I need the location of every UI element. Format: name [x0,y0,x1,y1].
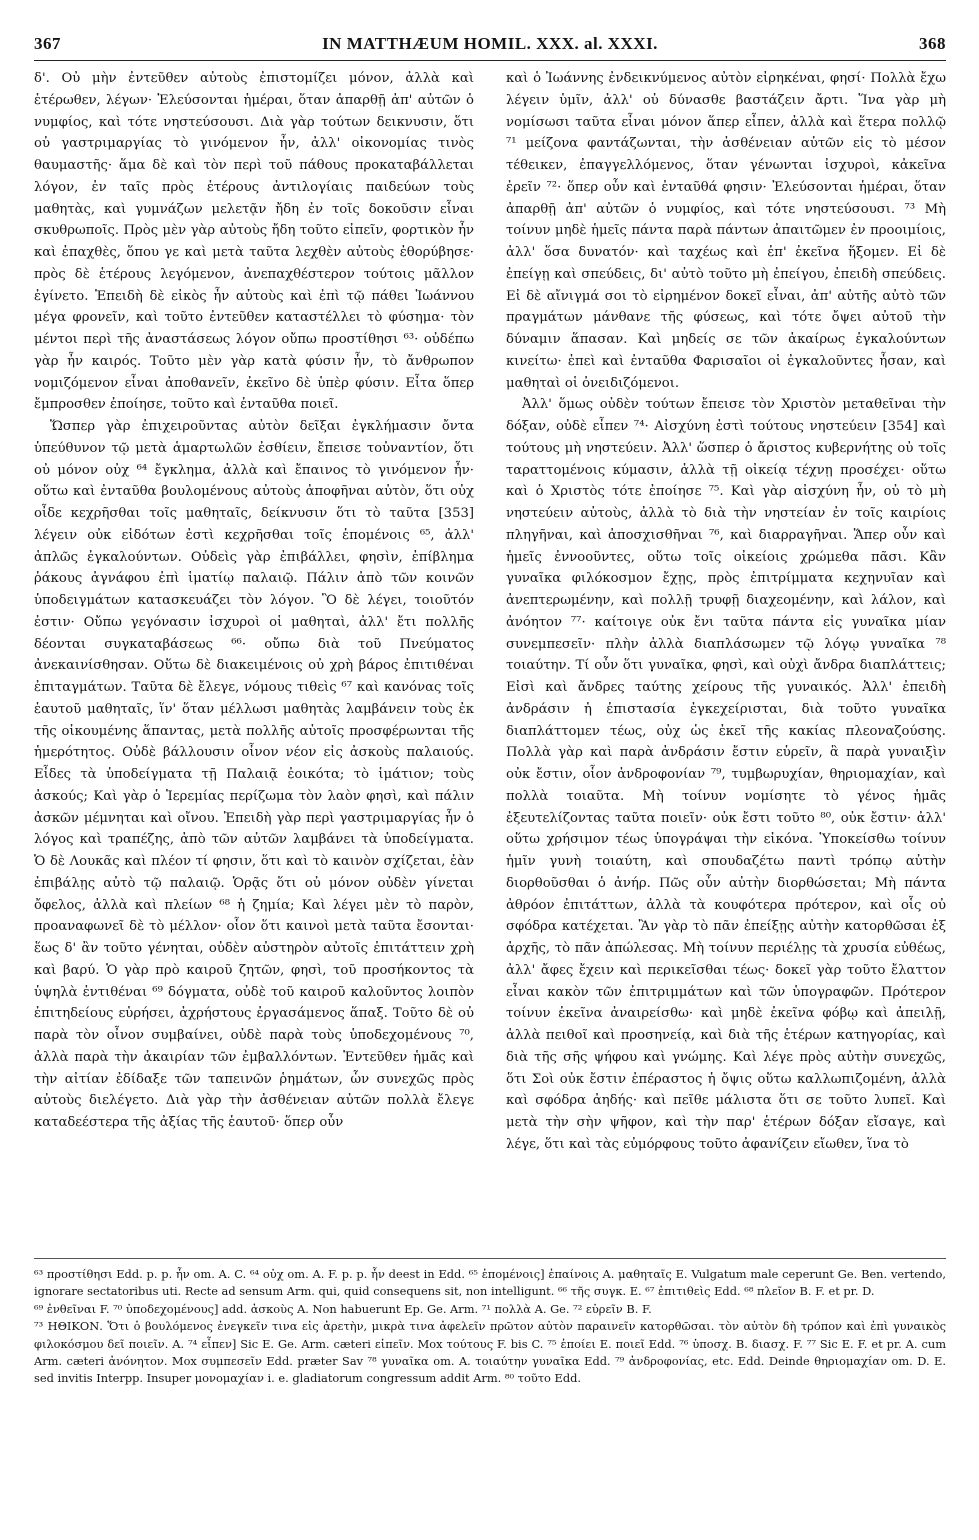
left-column [34,68,474,1254]
footnote-block: ⁷³ ΗΘΙΚΟΝ. Ὅτι ὁ βουλόμενος ἐνεγκεῖν τινα εἰς ἀρετὴν, μικρὰ τινα ἀφελεῖν πρῶτον αὐτὸν παραινεῖν κατορθῶσαι. τὸν αὐτὸν δὴ τρόπον καὶ ἐπὶ γυναικὸς φιλοκόσμου δεῖ ποιεῖν. A. ⁷⁴ εἶπεν] Sic E. Ge. Arm. cæteri εἰπεῖν. Mox τούτους F. bis C. ⁷⁵ ἐποίει E. ποιεῖ Edd. ⁷⁶ ὑποσχ. B. διασχ. F. ⁷⁷ Sic E. F. et pr. A. cum Arm. cæteri ἀνόνητον. Mox συμπεσεῖν Edd. præter Sav ⁷⁸ γυναῖκα om. A. τοιαύτην γυναῖκα Edd. ⁷⁹ ἀνδροφονίας, etc. Edd. Deinde θηριομαχίαν om. D. E. sed invitis Interpp. Insuper μονομαχίαν i. e. gladiatorum congressum addit Arm. ⁸⁰ τοῦτο Edd. [34,1319,946,1386]
running-title: IN MATTHÆUM HOMIL. XXX. al. XXXI. [322,34,658,53]
paragraph: δ'. Οὐ μὴν ἐντεῦθεν αὐτοὺς ἐπιστομίζει μόνον, ἀλλὰ καὶ ἑτέρωθεν, λέγων· Ἐλεύσονται ἡμέραι, ὅταν ἀπαρθῇ ἀπ' αὐτῶν ὁ νυμφίος, καὶ τότε νηστεύσουσι. Διὰ γὰρ τούτων δεικνυσιν, ὅτι οὐ γαστριμαργίας τὸ γινόμενον ἦν, ἀλλ' οἰκονομίας τινὸς θαυμαστῆς· ἅμα δὲ καὶ τὸν περὶ τοῦ πάθους προκαταβάλλεται λόγον, ἐν ταῖς πρὸς ἑτέρους ἀντιλογίαις παιδεύων τοὺς μαθητὰς, καὶ γυμνάζων μελετᾷν ἤδη ἐν τοῖς δοκοῦσιν εἶναι σκυθρωποῖς. Πρὸς μὲν γὰρ αὐτοὺς ἤδη τοῦτο εἰπεῖν, φορτικὸν ἦν καὶ ἐπαχθὲς, ὅπου γε καὶ μετὰ ταῦτα λεχθὲν αὐτοὺς ἐθορύβησε· πρὸς δὲ ἑτέρους λεγόμενον, ἀνεπαχθέστερον τούτοις μᾶλλον ἐγίνετο. Ἐπειδὴ δὲ εἰκὸς ἦν αὐτοὺς καὶ ἐπὶ τῷ πάθει Ἰωάννου μέγα φρονεῖν, καὶ τοῦτο ἐντεῦθεν καταστέλλει τὸ φύσημα· τὸν μέντοι περὶ τῆς ἀναστάσεως λόγον οὔπω προστίθησι ⁶³· οὐδέπω γὰρ ἦν καιρός. Τοῦτο μὲν γὰρ κατὰ φύσιν ἦν, τὸ ἄνθρωπον νομιζόμενον εἶναι ἀποθανεῖν, ἐκεῖνο δὲ ὑπὲρ φύσιν. Εἶτα ὅπερ ἔμπροσθεν ἐποίησε, τοῦτο καὶ ἐνταῦθα ποιεῖ. [34,71,474,413]
footnotes [34,1266,946,1510]
footnotes-rule [34,1258,946,1259]
book-page [34,34,946,1514]
left-page-number: 367 [34,34,61,53]
right-column [506,68,946,1254]
right-page-number: 368 [919,34,946,53]
paragraph: Ἀλλ' ὅμως οὐδὲν τούτων ἔπεισε τὸν Χριστὸν μεταθεῖναι τὴν δόξαν, οὐδὲ εἶπεν ⁷⁴· Αἰσχύνη ἐστὶ τούτους νηστεύειν [354] καὶ τούτους μὴ νηστεύειν. Ἀλλ' ὥσπερ ὁ ἄριστος κυβερνήτης οὐ τοῖς ταραττομένοις κύμασιν, ἀλλὰ τῇ οἰκείᾳ τέχνῃ προσέχει· οὕτω καὶ ὁ Χριστὸς τότε ἐποίησε ⁷⁵. Καὶ γὰρ αἰσχύνη ἦν, οὐ τὸ μὴ νηστεύειν αὐτοὺς, ἀλλὰ τὸ διὰ τὴν νηστείαν ἐν τοῖς καιρίοις πληγῆναι, καὶ ἀποσχισθῆναι ⁷⁶, καὶ διαρραγῆναι. Ἅπερ οὖν καὶ ἡμεῖς ἐννοοῦντες, οὕτω τοῖς οἰκείοις χρώμεθα πᾶσι. Κἂν γυναῖκα φιλόκοσμον ἔχῃς, πρὸς ἐπιτρίμματα κεχηνυῖαν καὶ ἀνεπτερωμένην, καὶ πολλῇ τρυφῇ διαχεομένην, καὶ λάλον, καὶ ἀνόητον ⁷⁷· καίτοιγε οὐκ ἔνι ταῦτα πάντα εἰς γυναῖκα μίαν συνεμπεσεῖν· πλὴν ἀλλὰ διαπλάσωμεν τῷ λόγῳ γυναῖκα ⁷⁸ τοιαύτην. Τί οὖν ὅτι γυναῖκα, φησὶ, καὶ οὐχὶ ἄνδρα διαπλάττεις; Εἰσὶ καὶ ἄνδρες ταύτης χείρους τῆς γυναικός. Ἀλλ' ἐπειδὴ ἀνδράσιν ἡ ἐπιστασία ἐγκεχείρισται, διὰ τοῦτο γυναῖκα διαπλάττομεν τέως, οὐχ ὡς ἐκεῖ τῆς κακίας πλεοναζούσης. Πολλὰ γὰρ καὶ παρὰ ἀνδράσιν ἔστιν εὑρεῖν, ἃ παρὰ γυναιξὶν οὐκ ἔστιν, οἷον ἀνδροφονίαν ⁷⁹, τυμβωρυχίαν, θηριομαχίαν, καὶ πολλὰ τοιαῦτα. Μὴ τοίνυν νομίσητε τὸ γένος ἡμᾶς ἐξευτελίζοντας ταῦτα ποιεῖν· οὐκ ἔστι τοῦτο ⁸⁰, οὐκ ἔστιν· ἀλλ' οὕτω χρήσιμον τέως ὑπογράψαι τὴν εἰκόνα. Ὑποκείσθω τοίνυν ἡμῖν γυνὴ τοιαύτη, καὶ σπουδαζέτω παντὶ τρόπῳ αὐτὴν διορθοῦσθαι ὁ ἀνήρ. Πῶς οὖν αὐτὴν διορθώσεται; Μὴ πάντα ἀθρόον ἐπιτάττων, ἀλλὰ τὰ κουφότερα πρότερον, καὶ οἷς οὐ σφόδρα κατέχεται. Ἂν γὰρ τὸ πᾶν ἐπείξῃς αὐτὴν κατορθῶσαι ἐξ ἀρχῆς, τὸ πᾶν ἀπώλεσας. Μὴ τοίνυν περιέλῃς τὰ χρυσία εὐθέως, ἀλλ' ἄφες ἔχειν καὶ περικεῖσθαι τέως· δοκεῖ γὰρ τοῦτο ἔλαττον εἶναι κακὸν τῶν ἐπιτριμμάτων καὶ τῶν ὑπογραφῶν. Πρότερον τοίνυν ἐκεῖνα ἀναιρείσθω· καὶ μηδὲ ἐκεῖνα φόβῳ καὶ ἀπειλῇ, ἀλλὰ πειθοῖ καὶ προσηνείᾳ, καὶ διὰ τῆς ἑτέρων κατηγορίας, καὶ διὰ τῆς σῆς ψήφου καὶ γνώμης. Καὶ λέγε πρὸς αὐτὴν συνεχῶς, ὅτι Σοὶ οὐκ ἔστιν ἐπέραστος ἡ ὄψις οὕτω καλλωπιζομένη, ἀλλὰ καὶ σφόδρα ἀηδής· καὶ πεῖθε μάλιστα ὅτι σε τοῦτο λυπεῖ. Καὶ μετὰ τὴν σὴν ψῆφον, καὶ τὴν παρ' ἑτέρων δόξαν εἴσαγε, καὶ λέγε, ὅτι καὶ τὰς εὐμόρφους τοῦτο ἀφανίζειν εἴωθεν, ἵνα τὸ [506,397,946,1152]
paragraph: Ὥσπερ γὰρ ἐπιχειροῦντας αὐτὸν δεῖξαι ἐγκλήμασιν ὄντα ὑπεύθυνον τῷ μετὰ ἁμαρτωλῶν ἐσθίειν, ἔπεισε τοὐναντίον, ὅτι οὐ μόνον οὐχ ⁶⁴ ἔγκλημα, ἀλλὰ καὶ ἔπαινος τὸ γινόμενον ἦν· οὕτω καὶ ἐνταῦθα βουλομένους αὐτοὺς ἀποφῆναι αὐτὸν, ὅτι οὐχ οἶδε κεχρῆσθαι τοῖς μαθηταῖς, δείκνυσιν ὅτι τὸ ταῦτα [353] λέγειν οὐκ εἰδότων ἐστὶ κεχρῆσθαι τοῖς ἑπομένοις ⁶⁵, ἀλλ' ἁπλῶς ἐγκαλούντων. Οὐδεὶς γὰρ ἐπιβάλλει, φησὶν, ἐπίβλημα ῥάκους ἀγνάφου ἐπὶ ἱματίῳ παλαιῷ. Πάλιν ἀπὸ τῶν κοινῶν ὑποδειγμάτων κατασκευάζει τὸν λόγον. Ὃ δὲ λέγει, τοιοῦτόν ἐστιν· Οὔπω γεγόνασιν ἰσχυροὶ οἱ μαθηταὶ, ἀλλ' ἔτι πολλῆς δέονται συγκαταβάσεως ⁶⁶· οὔπω διὰ τοῦ Πνεύματος ἀνεκαινίσθησαν. Οὕτω δὲ διακειμένοις οὐ χρὴ βάρος ἐπιτιθέναι ἐπιταγμάτων. Ταῦτα δὲ ἔλεγε, νόμους τιθεὶς ⁶⁷ καὶ κανόνας τοῖς ἑαυτοῦ μαθηταῖς, ἵν' ὅταν μέλλωσι μαθητὰς λαμβάνειν τοὺς ἐκ τῆς οἰκουμένης ἅπαντας, μετὰ πολλῆς αὐτοῖς προσφέρωνται τῆς ἡμερότητος. Οὐδὲ βάλλουσιν οἶνον νέον εἰς ἀσκοὺς παλαιούς. Εἶδες τὰ ὑποδείγματα τῇ Παλαιᾷ ἐοικότα; τὸ ἱμάτιον; τοὺς ἀσκούς; Καὶ γὰρ ὁ Ἱερεμίας περίζωμα τὸν λαὸν φησὶ, καὶ πάλιν ἀσκῶν μέμνηται καὶ οἴνου. Ἐπειδὴ γὰρ περὶ γαστριμαργίας ἦν ὁ λόγος καὶ τραπέζης, ἀπὸ τῶν αὐτῶν λαμβάνει τὰ ὑποδείγματα. Ὁ δὲ Λουκᾶς καὶ πλέον τί φησιν, ὅτι καὶ τὸ καινὸν σχίζεται, ἐὰν ἐπιβάλῃς αὐτὸ τῷ παλαιῷ. Ὁρᾷς ὅτι οὐ μόνον οὐδὲν γίνεται ὄφελος, ἀλλὰ καὶ πλείων ⁶⁸ ἡ ζημία; Καὶ λέγει μὲν τὸ παρὸν, προαναφωνεῖ δὲ τὸ μέλλον· οἷον ὅτι καινοὶ μετὰ ταῦτα ἔσονται· ἕως δ' ἂν τοῦτο γένηται, οὐδὲν αὐστηρὸν αὐτοῖς ἐπιτάττειν χρὴ καὶ βαρύ. Ὁ γὰρ πρὸ καιροῦ ζητῶν, φησὶ, τοῦ προσήκοντος τὰ ὑψηλὰ ἐντιθέναι ⁶⁹ δόγματα, οὐδὲ τοῦ καιροῦ καλοῦντος λοιπὸν ἐπιτηδείους εὑρήσει, ἀχρήστους ἐργασάμενος ἅπαξ. Τοῦτο δὲ οὐ παρὰ τὸν οἶνον συμβαίνει, οὐδὲ παρὰ τοὺς ὑποδεχομένους ⁷⁰, ἀλλὰ παρὰ τὴν ἀκαιρίαν τῶν ἐμβαλλόντων. Ἐντεῦθεν ἡμᾶς καὶ τὴν αἰτίαν ἐδίδαξε τῶν ταπεινῶν ῥημάτων, ὧν συνεχῶς πρὸς αὐτοὺς διελέγετο. Διὰ γὰρ τὴν ἀσθένειαν αὐτῶν πολλὰ ἔλεγε καταδεέστερα τῆς ἀξίας τῆς ἑαυτοῦ· ὅπερ οὖν [34,419,474,1130]
paragraph: καὶ ὁ Ἰωάννης ἐνδεικνύμενος αὐτὸν εἰρηκέναι, φησί· Πολλὰ ἔχω λέγειν ὑμῖν, ἀλλ' οὐ δύνασθε βαστάζειν ἄρτι. Ἵνα γὰρ μὴ νομίσωσι ταῦτα εἶναι μόνον ἅπερ εἶπεν, ἀλλὰ καὶ ἕτερα πολλῷ ⁷¹ μείζονα φαντάζωνται, τὴν ἀσθένειαν αὐτῶν εἰς τὸ μέσον τέθεικεν, ἐπαγγελλόμενος, ὅταν γένωνται ἰσχυροὶ, κἀκεῖνα ἐρεῖν ⁷²· ὅπερ οὖν καὶ ἐνταῦθά φησιν· Ἐλεύσονται ἡμέραι, ὅταν ἀπαρθῇ ἀπ' αὐτῶν ὁ νυμφίος, καὶ τότε νηστεύσουσι. ⁷³ Μὴ τοίνυν μηδὲ ἡμεῖς πάντα παρὰ πάντων ἀπαιτῶμεν ἐν προοιμίοις, ἀλλ' ὅσα δυνατόν· καὶ ταχέως καὶ ἐπ' ἐκεῖνα ἥξομεν. Εἰ δὲ ἐπείγῃ καὶ σπεύδεις, δι' αὐτὸ τοῦτο μὴ ἐπείγου, ἐπειδὴ σπεύδεις. Εἰ δὲ αἴνιγμά σοι τὸ εἰρημένον δοκεῖ εἶναι, ἀπ' αὐτῆς αὐτὸ τῶν πραγμάτων μάνθανε τῆς φύσεως, καὶ τότε ὄψει αὐτοῦ τὴν δύναμιν ἅπασαν. Καὶ μηδείς σε τῶν ἀκαίρως ἐγκαλούντων κινείτω· ἐπεὶ καὶ ἐνταῦθα Φαρισαῖοι οἱ ἐγκαλοῦντες ἦσαν, καὶ μαθηταὶ οἱ ὀνειδιζόμενοι. [506,71,946,391]
footnote-block: ⁶³ προστίθησι Edd. p. p. ἦν om. A. C. ⁶⁴ οὐχ om. A. F. p. p. ἦν deest in Edd. ⁶⁵ ἑπομένοις] ἐπαίνοις A. μαθηταῖς E. Vulgatum male ceperunt Ge. Ben. vertendo, ignorare sectatoribus uti. Recte ad sensum Arm. qui, quid consequens sit, non intelligunt. ⁶⁶ τῆς συγκ. E. ⁶⁷ ἐπιτιθεὶς Edd. ⁶⁸ πλεῖον B. F. et pr. D. [34,1267,946,1299]
header-rule [34,60,946,61]
running-header [34,34,946,58]
footnote-block: ⁶⁹ ἐνθεῖναι F. ⁷⁰ ὑποδεχομένους] add. ἀσκοὺς A. Non habuerunt Ep. Ge. Arm. ⁷¹ πολλὰ A. Ge. ⁷² εὑρεῖν B. F. [34,1301,652,1316]
